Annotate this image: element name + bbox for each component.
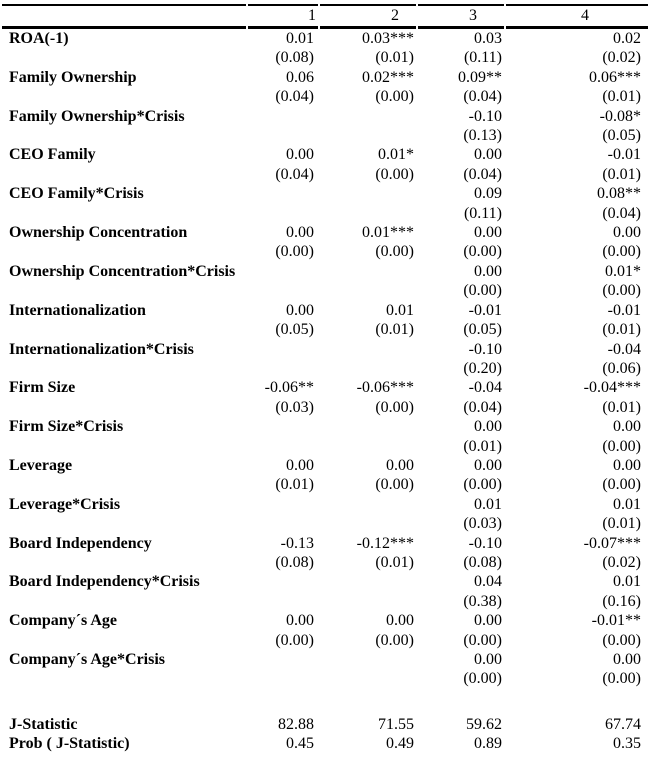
cell-value: (0.08) — [463, 553, 502, 571]
cell-value: (0.01) — [375, 321, 414, 339]
coefficient-row — [2, 340, 648, 359]
stderr-row — [2, 475, 648, 494]
cell-value: (0.38) — [463, 592, 502, 610]
cell-value: (0.13) — [463, 127, 502, 145]
cell-value — [248, 359, 318, 378]
cell-value — [320, 495, 416, 514]
row-label: Internationalization*Crisis — [9, 340, 194, 358]
row-label: Firm Size*Crisis — [9, 418, 124, 436]
cell-value: 82.88 — [278, 715, 314, 733]
stderr-row — [2, 126, 648, 145]
cell-value: -0.01** — [591, 612, 641, 630]
cell-value: 0.00 — [613, 651, 641, 668]
cell-value — [248, 495, 318, 514]
row-label — [2, 669, 246, 688]
row-label — [2, 87, 246, 106]
cell-value: -0.01 — [468, 301, 502, 319]
cell-value: (0.00) — [375, 243, 414, 261]
cell-value: (0.02) — [602, 553, 641, 571]
coefficient-row — [2, 611, 648, 630]
column-header-1: 1 — [248, 4, 318, 29]
cell-value: (0.00) — [375, 165, 414, 183]
cell-value: 0.04 — [474, 573, 502, 591]
cell-value: (0.08) — [275, 49, 314, 67]
row-label — [2, 359, 246, 378]
cell-value: 67.74 — [605, 715, 641, 733]
cell-value: (0.00) — [275, 631, 314, 649]
cell-value: 0.00 — [286, 224, 314, 242]
cell-value — [248, 650, 318, 669]
cell-value: (0.01) — [602, 398, 641, 416]
row-label — [2, 320, 246, 339]
cell-value: (0.00) — [463, 631, 502, 649]
cell-value: (0.00) — [375, 476, 414, 494]
cell-value — [320, 340, 416, 359]
cell-value: 0.02 — [613, 30, 641, 47]
stderr-row — [2, 87, 648, 106]
cell-value: (0.00) — [463, 282, 502, 300]
cell-value: (0.05) — [275, 321, 314, 339]
cell-value: (0.00) — [602, 476, 641, 494]
row-label — [2, 48, 246, 67]
cell-value: (0.11) — [463, 49, 502, 67]
cell-value: (0.08) — [275, 553, 314, 571]
cell-value: (0.16) — [602, 592, 641, 610]
cell-value: (0.00) — [375, 88, 414, 106]
cell-value: (0.00) — [463, 243, 502, 261]
spacer-cell — [2, 689, 648, 715]
cell-value: -0.10 — [468, 107, 502, 125]
cell-value: (0.01) — [602, 515, 641, 533]
coefficient-row — [2, 68, 648, 87]
cell-value: 0.01 — [386, 301, 414, 319]
cell-value: 0.01* — [378, 146, 414, 164]
cell-value: 0.06*** — [589, 68, 641, 86]
cell-value: (0.04) — [463, 398, 502, 416]
cell-value: 0.00 — [286, 456, 314, 474]
row-label — [2, 398, 246, 417]
cell-value: (0.04) — [275, 88, 314, 106]
coefficient-row — [2, 145, 648, 164]
stderr-row — [2, 48, 648, 67]
cell-value: 0.01 — [613, 573, 641, 591]
coefficient-row — [2, 378, 648, 397]
cell-value: -0.01 — [607, 301, 641, 319]
stderr-row — [2, 165, 648, 184]
row-label: Ownership Concentration*Crisis — [9, 262, 236, 280]
row-label — [2, 126, 246, 145]
cell-value: -0.08* — [599, 107, 641, 125]
coefficient-row — [2, 650, 648, 669]
row-label: Firm Size — [9, 379, 76, 397]
stderr-row — [2, 204, 648, 223]
cell-value: -0.04*** — [583, 379, 641, 397]
cell-value: 0.01*** — [362, 224, 414, 242]
cell-value: -0.06** — [264, 379, 314, 397]
cell-value: 0.00 — [474, 146, 502, 164]
cell-value: 0.35 — [613, 735, 641, 753]
cell-value — [248, 592, 318, 611]
cell-value: (0.00) — [275, 243, 314, 261]
table-body — [2, 29, 648, 754]
cell-value: 0.01 — [474, 495, 502, 513]
cell-value: 0.00 — [386, 612, 414, 630]
cell-value: (0.05) — [463, 321, 502, 339]
stderr-row — [2, 631, 648, 650]
column-header-4: 4 — [506, 4, 648, 29]
cell-value — [320, 592, 416, 611]
row-label: ROA(-1) — [9, 30, 69, 47]
regression-results-table — [0, 4, 650, 754]
cell-value — [320, 204, 416, 223]
cell-value: -0.01 — [607, 146, 641, 164]
cell-value: -0.04 — [607, 340, 641, 358]
cell-value — [320, 669, 416, 688]
cell-value: 0.00 — [286, 612, 314, 630]
stderr-row — [2, 514, 648, 533]
cell-value — [248, 417, 318, 436]
cell-value: 0.49 — [386, 735, 414, 753]
row-label — [2, 475, 246, 494]
cell-value: (0.01) — [602, 165, 641, 183]
cell-value: -0.07*** — [583, 534, 641, 552]
coefficient-row — [2, 301, 648, 320]
cell-value: 0.00 — [474, 612, 502, 630]
row-label — [2, 165, 246, 184]
cell-value — [320, 184, 416, 203]
cell-value: (0.03) — [463, 515, 502, 533]
cell-value: 0.00 — [286, 301, 314, 319]
cell-value: (0.00) — [602, 282, 641, 300]
row-label — [2, 592, 246, 611]
cell-value: 0.00 — [386, 456, 414, 474]
coefficient-row — [2, 184, 648, 203]
row-label — [2, 281, 246, 300]
row-label: CEO Family*Crisis — [9, 185, 144, 203]
cell-value: -0.13 — [280, 534, 314, 552]
cell-value: 0.02*** — [362, 68, 414, 86]
cell-value — [320, 417, 416, 436]
cell-value — [248, 669, 318, 688]
stderr-row — [2, 281, 648, 300]
cell-value — [320, 107, 416, 126]
cell-value — [248, 126, 318, 145]
cell-value: (0.04) — [463, 88, 502, 106]
cell-value: 0.89 — [474, 735, 502, 753]
cell-value: (0.02) — [602, 49, 641, 67]
cell-value: (0.00) — [463, 670, 502, 688]
stderr-row — [2, 398, 648, 417]
coefficient-row — [2, 417, 648, 436]
coefficient-row — [2, 223, 648, 242]
cell-value: -0.12*** — [356, 534, 414, 552]
cell-value: (0.04) — [275, 165, 314, 183]
coefficient-row — [2, 534, 648, 553]
cell-value — [320, 572, 416, 591]
cell-value: (0.01) — [463, 437, 502, 455]
column-header-2: 2 — [320, 4, 416, 29]
cell-value — [320, 514, 416, 533]
row-label: Ownership Concentration — [9, 224, 188, 242]
cell-value: (0.01) — [375, 553, 414, 571]
header-row — [2, 4, 648, 29]
stderr-row — [2, 320, 648, 339]
cell-value — [248, 281, 318, 300]
cell-value — [320, 281, 416, 300]
statistic-row — [2, 734, 648, 753]
spacer-row — [2, 689, 648, 715]
cell-value: (0.00) — [463, 476, 502, 494]
cell-value: -0.06*** — [356, 379, 414, 397]
cell-value: (0.00) — [602, 243, 641, 261]
cell-value — [320, 359, 416, 378]
cell-value: 0.09 — [474, 185, 502, 203]
cell-value: (0.04) — [602, 204, 641, 222]
coefficient-row — [2, 29, 648, 48]
cell-value: (0.20) — [463, 359, 502, 377]
header-empty-cell — [2, 4, 246, 29]
cell-value: 0.03*** — [362, 30, 414, 47]
row-label — [2, 553, 246, 572]
cell-value: 0.01* — [605, 262, 641, 280]
cell-value: 59.62 — [466, 715, 502, 733]
cell-value: 0.08** — [597, 185, 641, 203]
cell-value — [320, 437, 416, 456]
cell-value: 0.03 — [474, 30, 502, 47]
row-label: Board Independency*Crisis — [9, 573, 200, 591]
cell-value: 0.01 — [613, 495, 641, 513]
cell-value: 0.00 — [474, 456, 502, 474]
cell-value — [320, 262, 416, 281]
cell-value: 0.00 — [474, 651, 502, 668]
row-label — [2, 242, 246, 261]
row-label: Internationalization — [9, 301, 146, 319]
cell-value: 0.00 — [474, 224, 502, 242]
stderr-row — [2, 592, 648, 611]
coefficient-row — [2, 107, 648, 126]
stderr-row — [2, 242, 648, 261]
row-label: Family Ownership*Crisis — [9, 107, 185, 125]
cell-value: (0.00) — [602, 437, 641, 455]
row-label — [2, 514, 246, 533]
stderr-row — [2, 437, 648, 456]
statistic-row — [2, 715, 648, 734]
cell-value: 0.00 — [474, 262, 502, 280]
cell-value: (0.01) — [375, 49, 414, 67]
row-label — [2, 437, 246, 456]
cell-value: 0.00 — [474, 418, 502, 436]
cell-value — [248, 437, 318, 456]
cell-value: (0.06) — [602, 359, 641, 377]
row-label: Company´s Age*Crisis — [9, 651, 166, 668]
row-label: Prob ( J-Statistic) — [9, 735, 130, 753]
cell-value: -0.10 — [468, 340, 502, 358]
cell-value: (0.01) — [602, 88, 641, 106]
cell-value — [248, 572, 318, 591]
cell-value: (0.01) — [602, 321, 641, 339]
cell-value: -0.10 — [468, 534, 502, 552]
cell-value — [248, 514, 318, 533]
cell-value: 0.09** — [458, 68, 502, 86]
coefficient-row — [2, 456, 648, 475]
cell-value — [248, 204, 318, 223]
cell-value: (0.04) — [463, 165, 502, 183]
cell-value: 0.00 — [286, 146, 314, 164]
cell-value: (0.00) — [375, 398, 414, 416]
cell-value: (0.00) — [602, 670, 641, 688]
coefficient-row — [2, 262, 648, 281]
cell-value: -0.04 — [468, 379, 502, 397]
cell-value: 71.55 — [378, 715, 414, 733]
stderr-row — [2, 669, 648, 688]
coefficient-row — [2, 495, 648, 514]
cell-value — [248, 340, 318, 359]
stderr-row — [2, 359, 648, 378]
row-label: Board Independency — [9, 534, 152, 552]
cell-value: 0.01 — [286, 30, 314, 47]
cell-value: (0.03) — [275, 398, 314, 416]
row-label: CEO Family — [9, 146, 96, 164]
cell-value — [248, 184, 318, 203]
cell-value: (0.00) — [375, 631, 414, 649]
cell-value: (0.05) — [602, 127, 641, 145]
row-label: Leverage — [9, 456, 73, 474]
cell-value: 0.06 — [286, 68, 314, 86]
cell-value: (0.11) — [463, 204, 502, 222]
row-label — [2, 631, 246, 650]
column-header-3: 3 — [418, 4, 504, 29]
cell-value — [320, 126, 416, 145]
row-label: J-Statistic — [9, 715, 78, 733]
cell-value: (0.01) — [275, 476, 314, 494]
cell-value: 0.45 — [286, 735, 314, 753]
cell-value — [248, 107, 318, 126]
cell-value — [248, 262, 318, 281]
cell-value: 0.00 — [613, 418, 641, 436]
stderr-row — [2, 553, 648, 572]
row-label — [2, 204, 246, 223]
coefficient-row — [2, 572, 648, 591]
row-label: Family Ownership — [9, 68, 137, 86]
cell-value: 0.00 — [613, 224, 641, 242]
row-label: Company´s Age — [9, 612, 118, 630]
cell-value: 0.00 — [613, 456, 641, 474]
cell-value — [320, 650, 416, 669]
cell-value: (0.00) — [602, 631, 641, 649]
row-label: Leverage*Crisis — [9, 495, 121, 513]
